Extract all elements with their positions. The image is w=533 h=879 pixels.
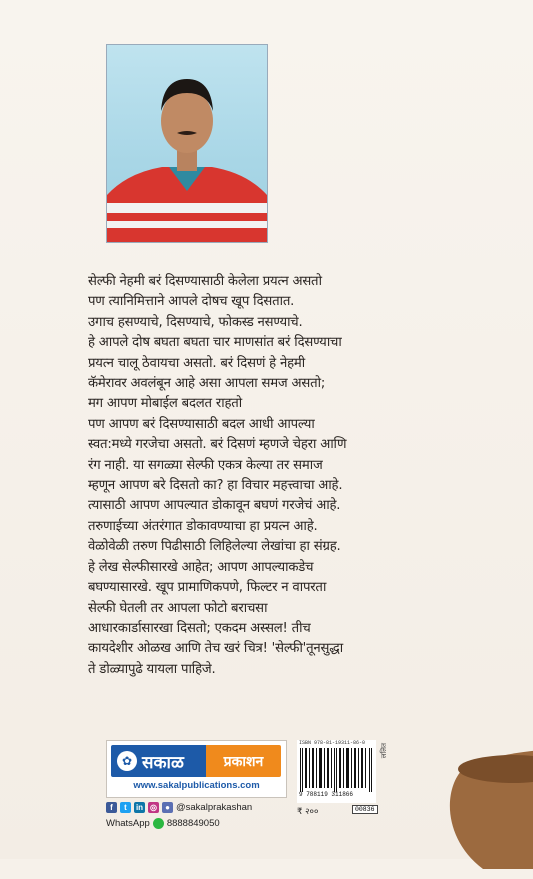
blurb-line: म्हणून आपण बरे दिसतो का? हा विचार महत्त्वाचा आहे. (88, 478, 343, 494)
twitter-icon[interactable]: t (120, 802, 131, 813)
blurb-line: सेल्फी घेतली तर आपला फोटो बराचसा (88, 600, 268, 616)
whatsapp-contact (106, 818, 220, 829)
whatsapp-label: WhatsApp (106, 818, 150, 829)
publisher-logo (111, 745, 281, 777)
blurb-line: पण आपण बरं दिसण्यासाठी बदल आधी आपल्या (88, 416, 315, 432)
publisher-box (106, 740, 287, 798)
blurb-line: हे आपले दोष बघता बघता चार माणसांत बरं दिसण्याचा (88, 335, 342, 351)
isbn-barcode (297, 740, 376, 803)
blurb-line: सेल्फी नेहमी बरं दिसण्यासाठी केलेला प्रयत्न असतो (88, 274, 322, 289)
publisher-imprint: प्रकाशन (206, 745, 281, 777)
facebook-icon[interactable]: f (106, 802, 117, 813)
blurb-line: कॅमेरावर अवलंबून आहे असा आपला समज असतो; (88, 376, 326, 392)
blurb-line: प्रयत्न चालू ठेवायचा असतो. बरं दिसणं हे नेहमी (88, 355, 305, 371)
blurb-line: मग आपण मोबाईल बदलत राहतो (88, 396, 242, 412)
genre-label: ललित (380, 743, 388, 759)
blurb-line: पण त्यानिमित्ताने आपले दोषच खूप दिसतात. (88, 294, 295, 310)
social-links (106, 802, 252, 813)
blurb-line: त्यासाठी आपण आपल्यात डोकावून बघणं गरजेचं आहे. (88, 498, 341, 514)
whatsapp-icon (153, 818, 164, 829)
whatsapp-number[interactable]: 8888849050 (166, 818, 220, 829)
barcode-digits: 9 788119 311866 (299, 791, 354, 798)
blurb-line: रंग नाही. या सगळ्या सेल्फी एकत्र केल्या तर समाज (88, 457, 323, 473)
community-icon[interactable]: ● (162, 802, 173, 813)
blurb-line: कायदेशीर ओळख आणि तेच खरं चित्र! 'सेल्फी'तूनसुद्धा (88, 641, 343, 657)
blurb-line: बघण्यासारखे. खूप प्रामाणिकपणे, फिल्टर न वापरता (88, 580, 327, 596)
book-code: 00836 (352, 805, 378, 814)
linkedin-icon[interactable]: in (135, 803, 144, 812)
blurb-line: आधारकार्डासारखा दिसतो; एकदम अस्सल! तीच (88, 620, 311, 636)
publisher-name: सकाळ (142, 752, 184, 773)
back-cover-blurb (88, 272, 488, 680)
social-handle[interactable]: @sakalprakashan (176, 802, 253, 813)
coffee-cup-illustration (423, 729, 533, 879)
blurb-line: तरुणाईच्या अंतरंगात डोकावण्याचा हा प्रयत्न आहे. (88, 518, 318, 534)
author-photo (106, 44, 268, 243)
instagram-icon[interactable]: ◎ (148, 802, 159, 813)
blurb-line: स्वत:मध्ये गरजेचा असतो. बरं दिसणं म्हणजे चेहरा आणि (88, 437, 347, 453)
publisher-url[interactable]: www.sakalpublications.com (133, 780, 260, 791)
blurb-line: ते डोळ्यापुढे यायला पाहिजे. (88, 661, 216, 677)
blurb-line: उगाच हसण्याचे, दिसण्याचे, फोकस्ड नसण्याचे. (88, 314, 303, 330)
blurb-line: हे लेख सेल्फीसारखे आहेत; आपण आपल्याकडेच (88, 559, 314, 575)
blurb-line: वेळोवेळी तरुण पिढीसाठी लिहिलेल्या लेखांचा हा संग्रह. (88, 539, 341, 555)
price: ₹ २०० (297, 807, 319, 817)
barcode-bars (299, 748, 374, 792)
sakal-emblem-icon: ✿ (117, 751, 137, 771)
isbn-text: ISBN 978-81-19311-86-0 (299, 740, 366, 746)
